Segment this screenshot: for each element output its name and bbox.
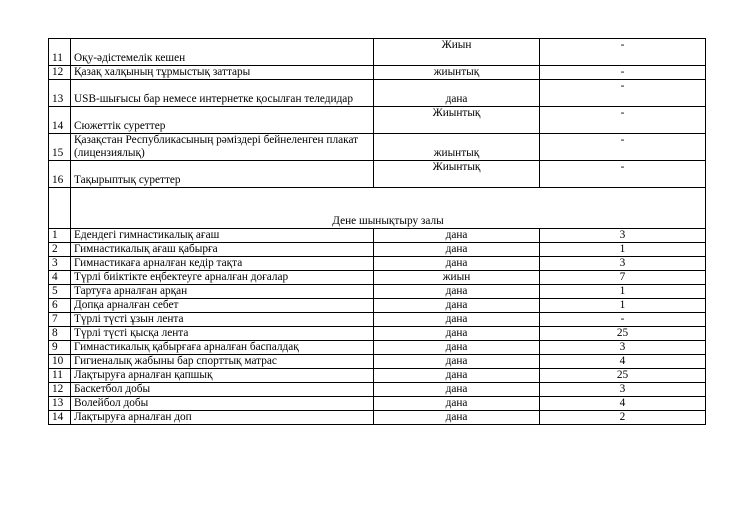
table-row	[49, 80, 706, 107]
row-number: 12	[49, 383, 71, 397]
row-number: 8	[49, 327, 71, 341]
row-number-empty	[49, 188, 71, 229]
table-row	[49, 341, 706, 355]
item-unit: дана	[374, 257, 540, 271]
item-quantity: 25	[540, 369, 706, 383]
table-row	[49, 134, 706, 161]
table-row	[49, 257, 706, 271]
item-quantity: 25	[540, 327, 706, 341]
item-name: Едендегі гимнастикалық ағаш	[71, 229, 374, 243]
table-row	[49, 411, 706, 425]
item-name: Сюжеттік суреттер	[71, 107, 374, 134]
item-quantity: 1	[540, 299, 706, 313]
item-name: Лақтыруға арналған қапшық	[71, 369, 374, 383]
item-name: Тартуға арналған арқан	[71, 285, 374, 299]
row-number: 3	[49, 257, 71, 271]
item-name: Гимнастикалық ағаш қабырға	[71, 243, 374, 257]
table-row	[49, 397, 706, 411]
item-unit: дана	[374, 285, 540, 299]
item-name: Оқу-әдістемелік кешен	[71, 39, 374, 66]
section-title: Дене шынықтыру залы	[71, 188, 706, 229]
item-unit: дана	[374, 80, 540, 107]
item-unit: дана	[374, 229, 540, 243]
row-number: 1	[49, 229, 71, 243]
table-row	[49, 313, 706, 327]
item-name: Допқа арналған себет	[71, 299, 374, 313]
row-number: 5	[49, 285, 71, 299]
table-row	[49, 243, 706, 257]
item-unit: дана	[374, 383, 540, 397]
row-number: 6	[49, 299, 71, 313]
item-quantity: 3	[540, 229, 706, 243]
item-quantity: 3	[540, 257, 706, 271]
table-row	[49, 369, 706, 383]
item-unit: жиынтық	[374, 134, 540, 161]
row-number: 11	[49, 39, 71, 66]
item-name: Қазақстан Республикасының рәміздері бейнеленген плакат (лицензиялық)	[71, 134, 374, 161]
row-number: 2	[49, 243, 71, 257]
table-row	[49, 229, 706, 243]
row-number: 9	[49, 341, 71, 355]
item-name: Гимнастикаға арналған кедір тақта	[71, 257, 374, 271]
item-unit: дана	[374, 369, 540, 383]
item-name: Баскетбол добы	[71, 383, 374, 397]
item-quantity: -	[540, 107, 706, 134]
item-unit: дана	[374, 355, 540, 369]
item-name: Қазақ халқының тұрмыстық заттары	[71, 66, 374, 80]
table-row	[49, 355, 706, 369]
item-unit: Жиын	[374, 39, 540, 66]
item-quantity: 1	[540, 285, 706, 299]
item-name: Гимнастикалық қабырғаға арналған баспалдақ	[71, 341, 374, 355]
item-unit: дана	[374, 327, 540, 341]
item-name: Лақтыруға арналған доп	[71, 411, 374, 425]
item-unit: жиынтық	[374, 66, 540, 80]
item-quantity: 7	[540, 271, 706, 285]
item-quantity: 1	[540, 243, 706, 257]
row-number: 4	[49, 271, 71, 285]
table-row	[49, 383, 706, 397]
item-name: Түрлі түсті қысқа лента	[71, 327, 374, 341]
table-row	[49, 161, 706, 188]
item-unit: жиын	[374, 271, 540, 285]
section-row	[49, 188, 706, 229]
item-unit: дана	[374, 397, 540, 411]
row-number: 10	[49, 355, 71, 369]
row-number: 16	[49, 161, 71, 188]
item-quantity: -	[540, 66, 706, 80]
item-name: Тақырыптық суреттер	[71, 161, 374, 188]
item-unit: дана	[374, 299, 540, 313]
item-unit: Жиынтық	[374, 107, 540, 134]
row-number: 13	[49, 397, 71, 411]
item-name: USB-шығысы бар немесе интернетке қосылған теледидар	[71, 80, 374, 107]
row-number: 12	[49, 66, 71, 80]
item-unit: Жиынтық	[374, 161, 540, 188]
item-name: Түрлі биіктікте еңбектеуге арналған доғалар	[71, 271, 374, 285]
item-quantity: -	[540, 134, 706, 161]
table-row	[49, 271, 706, 285]
row-number: 14	[49, 411, 71, 425]
item-quantity: 3	[540, 383, 706, 397]
row-number: 13	[49, 80, 71, 107]
table-row	[49, 327, 706, 341]
item-quantity: 4	[540, 355, 706, 369]
table-row	[49, 299, 706, 313]
item-name: Волейбол добы	[71, 397, 374, 411]
item-quantity: -	[540, 161, 706, 188]
item-unit: дана	[374, 243, 540, 257]
table-row	[49, 66, 706, 80]
item-quantity: 3	[540, 341, 706, 355]
item-name: Гигиеналық жабыны бар спорттық матрас	[71, 355, 374, 369]
row-number: 15	[49, 134, 71, 161]
item-name: Түрлі түсті ұзын лента	[71, 313, 374, 327]
item-unit: дана	[374, 313, 540, 327]
table-row	[49, 39, 706, 66]
equipment-table	[48, 38, 706, 425]
item-quantity: -	[540, 80, 706, 107]
equipment-table-body	[49, 39, 706, 425]
table-row	[49, 285, 706, 299]
item-quantity: 2	[540, 411, 706, 425]
item-quantity: -	[540, 313, 706, 327]
row-number: 7	[49, 313, 71, 327]
item-unit: дана	[374, 411, 540, 425]
row-number: 11	[49, 369, 71, 383]
row-number: 14	[49, 107, 71, 134]
item-unit: дана	[374, 341, 540, 355]
table-row	[49, 107, 706, 134]
item-quantity: -	[540, 39, 706, 66]
item-quantity: 4	[540, 397, 706, 411]
